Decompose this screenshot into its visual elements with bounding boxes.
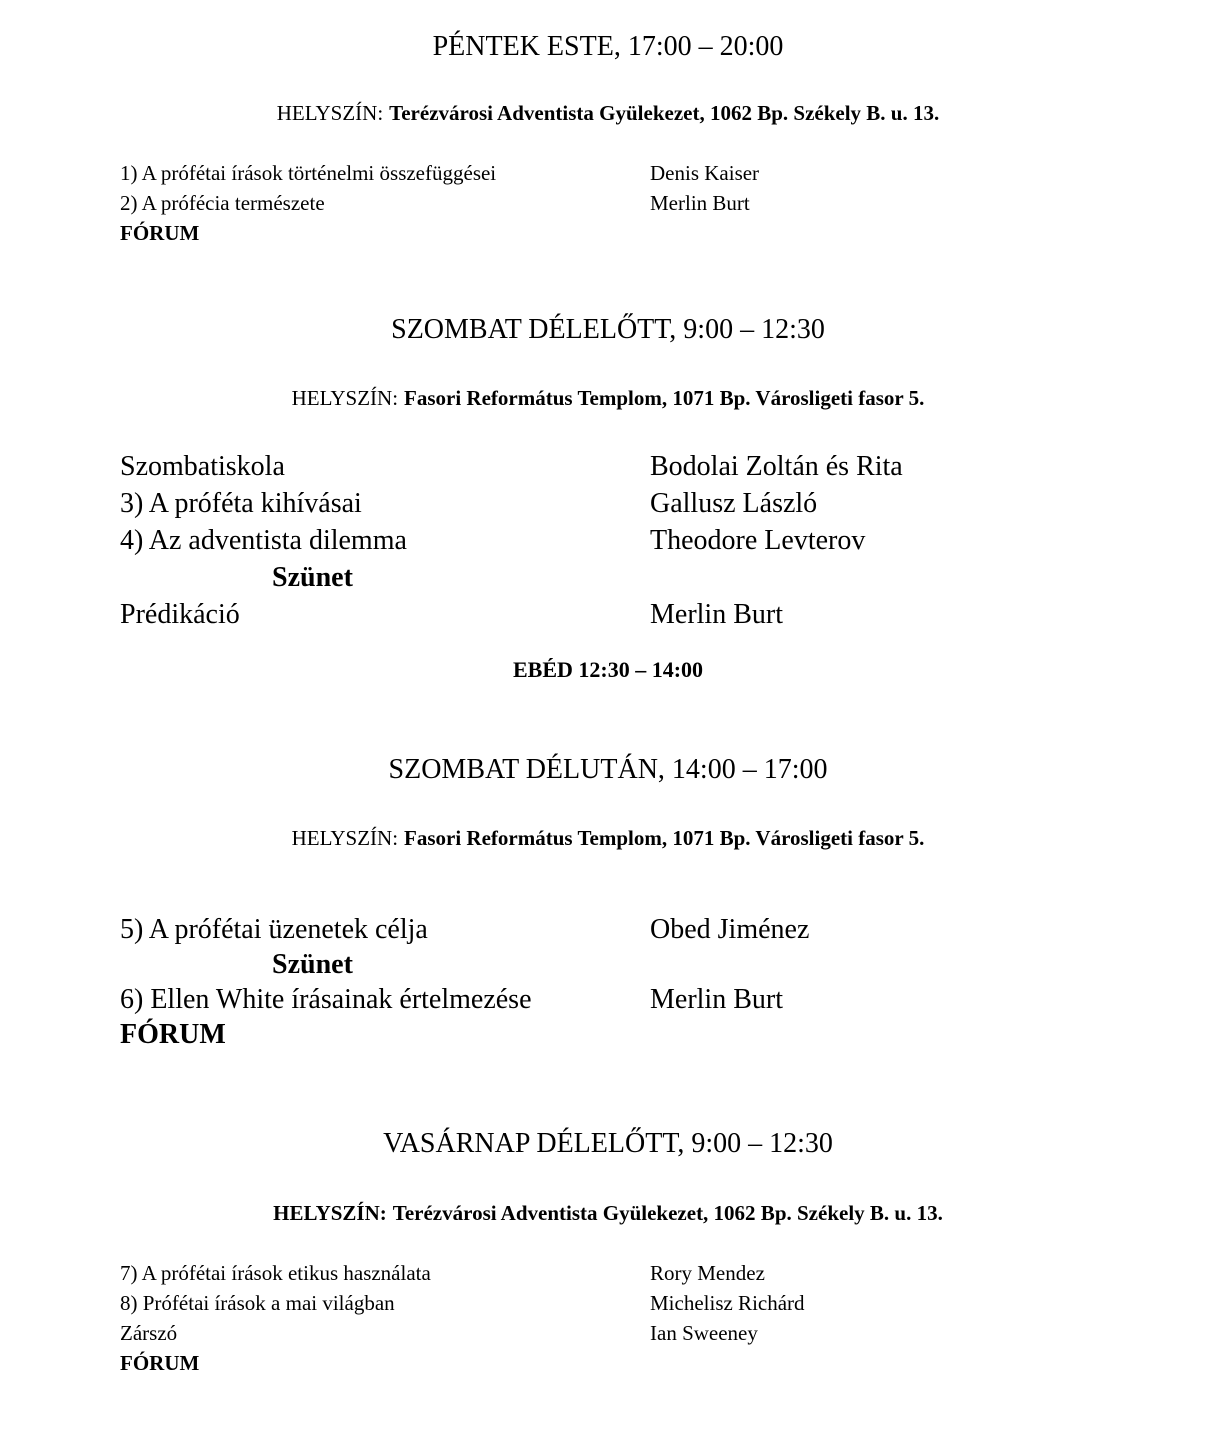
session-rows-friday-evening [0, 158, 1216, 248]
forum-row [0, 1017, 1216, 1052]
venue-line-saturday-morning [0, 385, 1216, 411]
venue-label: HELYSZÍN: [273, 1201, 387, 1225]
speaker-name: Obed Jiménez [650, 914, 810, 945]
speaker-name: Denis Kaiser [650, 161, 760, 185]
schedule-row [0, 596, 1216, 633]
schedule-row [0, 1288, 1216, 1318]
speaker-name: Merlin Burt [650, 191, 750, 215]
venue-location: Terézvárosi Adventista Gyülekezet, 1062 Bp. Székely B. u. 13. [392, 1201, 943, 1225]
topic-label: FÓRUM [120, 221, 200, 245]
schedule-row [0, 912, 1216, 947]
forum-row [0, 218, 1216, 248]
topic-label: Szombatiskola [120, 451, 285, 482]
schedule-row [0, 188, 1216, 218]
schedule-row [0, 158, 1216, 188]
schedule-row [0, 1318, 1216, 1348]
venue-location: Terézvárosi Adventista Gyülekezet, 1062 Bp. Székely B. u. 13. [389, 101, 940, 125]
venue-label: HELYSZÍN: [291, 826, 399, 850]
venue-line-saturday-afternoon [0, 825, 1216, 851]
topic-label: 8) Prófétai írások a mai világban [120, 1291, 395, 1315]
topic-label: Szünet [272, 949, 353, 980]
topic-label: 1) A prófétai írások történelmi összefüggései [120, 161, 497, 185]
section-title-saturday-afternoon: SZOMBAT DÉLUTÁN, 14:00 – 17:00 [388, 754, 828, 785]
venue-location: Fasori Református Templom, 1071 Bp. Városligeti fasor 5. [404, 826, 925, 850]
topic-label: FÓRUM [120, 1351, 200, 1375]
speaker-name: Bodolai Zoltán és Rita [650, 451, 903, 482]
topic-label: Szünet [272, 562, 353, 593]
topic-label: FÓRUM [120, 1019, 226, 1050]
schedule-row [0, 522, 1216, 559]
break-row [0, 559, 1216, 596]
speaker-name: Theodore Levterov [650, 525, 866, 556]
schedule-row [0, 1258, 1216, 1288]
speaker-name: Gallusz László [650, 488, 818, 519]
venue-line-sunday-morning [0, 1200, 1216, 1226]
topic-label: 4) Az adventista dilemma [120, 525, 407, 556]
section-title-friday-evening: PÉNTEK ESTE, 17:00 – 20:00 [432, 31, 784, 62]
speaker-name: Michelisz Richárd [650, 1291, 805, 1315]
topic-label: 7) A prófétai írások etikus használata [120, 1261, 431, 1285]
venue-line-friday-evening [0, 100, 1216, 126]
speaker-name: Ian Sweeney [650, 1321, 758, 1345]
topic-label: 5) A prófétai üzenetek célja [120, 914, 428, 945]
schedule-row [0, 448, 1216, 485]
section-title-saturday-morning: SZOMBAT DÉLELŐTT, 9:00 – 12:30 [391, 314, 825, 345]
topic-label: 2) A prófécia természete [120, 191, 325, 215]
topic-label: Zárszó [120, 1321, 178, 1345]
section-title-sunday-morning: VASÁRNAP DÉLELŐTT, 9:00 – 12:30 [383, 1128, 833, 1159]
venue-label: HELYSZÍN: [276, 101, 384, 125]
speaker-name: Rory Mendez [650, 1261, 765, 1285]
speaker-name: Merlin Burt [650, 599, 783, 630]
topic-label: 3) A próféta kihívásai [120, 488, 362, 519]
session-rows-sunday-morning [0, 1258, 1216, 1378]
venue-location: Fasori Református Templom, 1071 Bp. Városligeti fasor 5. [404, 386, 925, 410]
speaker-name: Merlin Burt [650, 984, 783, 1015]
lunch-banner: EBÉD 12:30 – 14:00 [512, 657, 704, 682]
forum-row [0, 1348, 1216, 1378]
topic-label: Prédikáció [120, 599, 240, 630]
schedule-row [0, 485, 1216, 522]
session-rows-saturday-morning [0, 448, 1216, 633]
topic-label: 6) Ellen White írásainak értelmezése [120, 984, 532, 1015]
venue-label: HELYSZÍN: [291, 386, 399, 410]
schedule-row [0, 982, 1216, 1017]
session-rows-saturday-afternoon [0, 912, 1216, 1052]
break-row [0, 947, 1216, 982]
